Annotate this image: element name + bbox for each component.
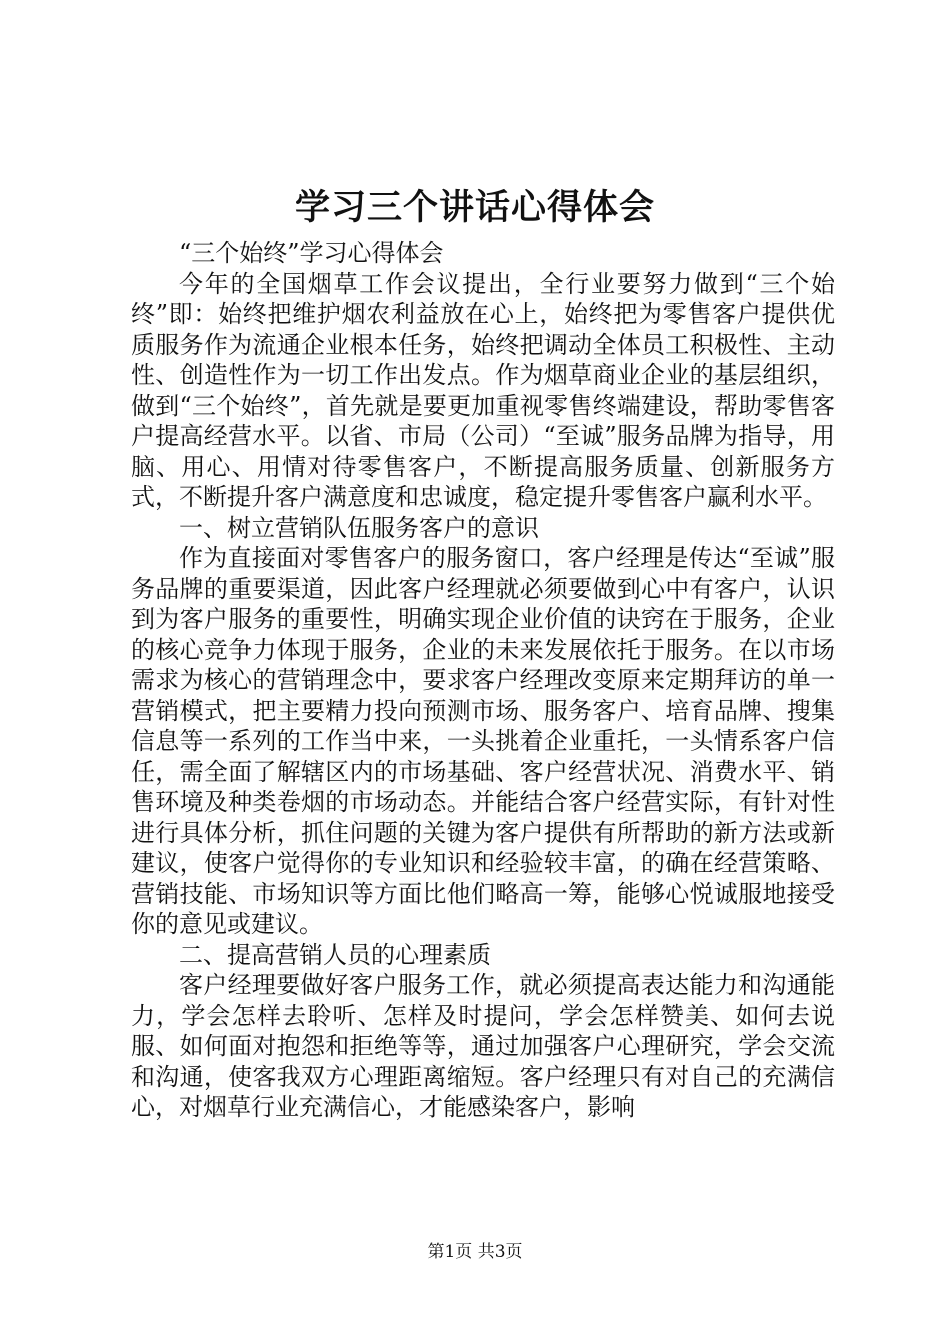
subtitle-heading: “三个始终”学习心得体会	[179, 239, 444, 267]
document-body	[131, 238, 835, 1123]
body-paragraph: 客户经理要做好客户服务工作，就必须提高表达能力和沟通能力，学会怎样去聆听、怎样及时提问，学会怎样赞美、如何去说服、如何面对抱怨和拒绝等等，通过加强客户心理研究，学会交流和沟通，使客我双方心理距离缩短。客户经理只有对自己的充满信心，对烟草行业充满信心，才能感染客户，影响	[131, 971, 835, 1121]
page-footer: 第1页 共3页	[427, 1242, 523, 1262]
body-paragraph: 今年的全国烟草工作会议提出，全行业要努力做到“三个始终”即：始终把维护烟农利益放在心上，始终把为零售客户提供优质服务作为流通企业根本任务，始终把调动全体员工积极性、主动性、创造性作为一切工作出发点。作为烟草商业企业的基层组织，做到“三个始终”，首先就是要更加重视零售终端建设，帮助零售客户提高经营水平。以省、市局（公司）“至诚”服务品牌为指导，用脑、用心、用情对待零售客户，不断提高服务质量、创新服务方式，不断提升客户满意度和忠诚度，稳定提升零售客户赢利水平。	[131, 269, 835, 511]
document-title: 学习三个讲话心得体会	[294, 187, 655, 228]
body-paragraph: 作为直接面对零售客户的服务窗口，客户经理是传达“至诚”服务品牌的重要渠道，因此客户经理就必须要做到心中有客户，认识到为客户服务的重要性，明确实现企业价值的诀窍在于服务，企业的核心竞争力体现于服务，企业的未来发展依托于服务。在以市场需求为核心的营销理念中，要求客户经理改变原来定期拜访的单一营销模式，把主要精力投向预测市场、服务客户、培育品牌、搜集信息等一系列的工作当中来，一头挑着企业重托，一头情系客户信任，需全面了解辖区内的市场基础、客户经营状况、消费水平、销售环境及种类卷烟的市场动态。并能结合客户经营实际，有针对性进行具体分析，抓住问题的关键为客户提供有所帮助的新方法或新建议，使客户觉得你的专业知识和经验较丰富，的确在经营策略、营销技能、市场知识等方面比他们略高一筹，能够心悦诚服地接受你的意见或建议。	[131, 544, 835, 938]
section-heading: 二、提高营销人员的心理素质	[179, 940, 491, 969]
section-heading: 一、树立营销队伍服务客户的意识	[179, 513, 539, 542]
